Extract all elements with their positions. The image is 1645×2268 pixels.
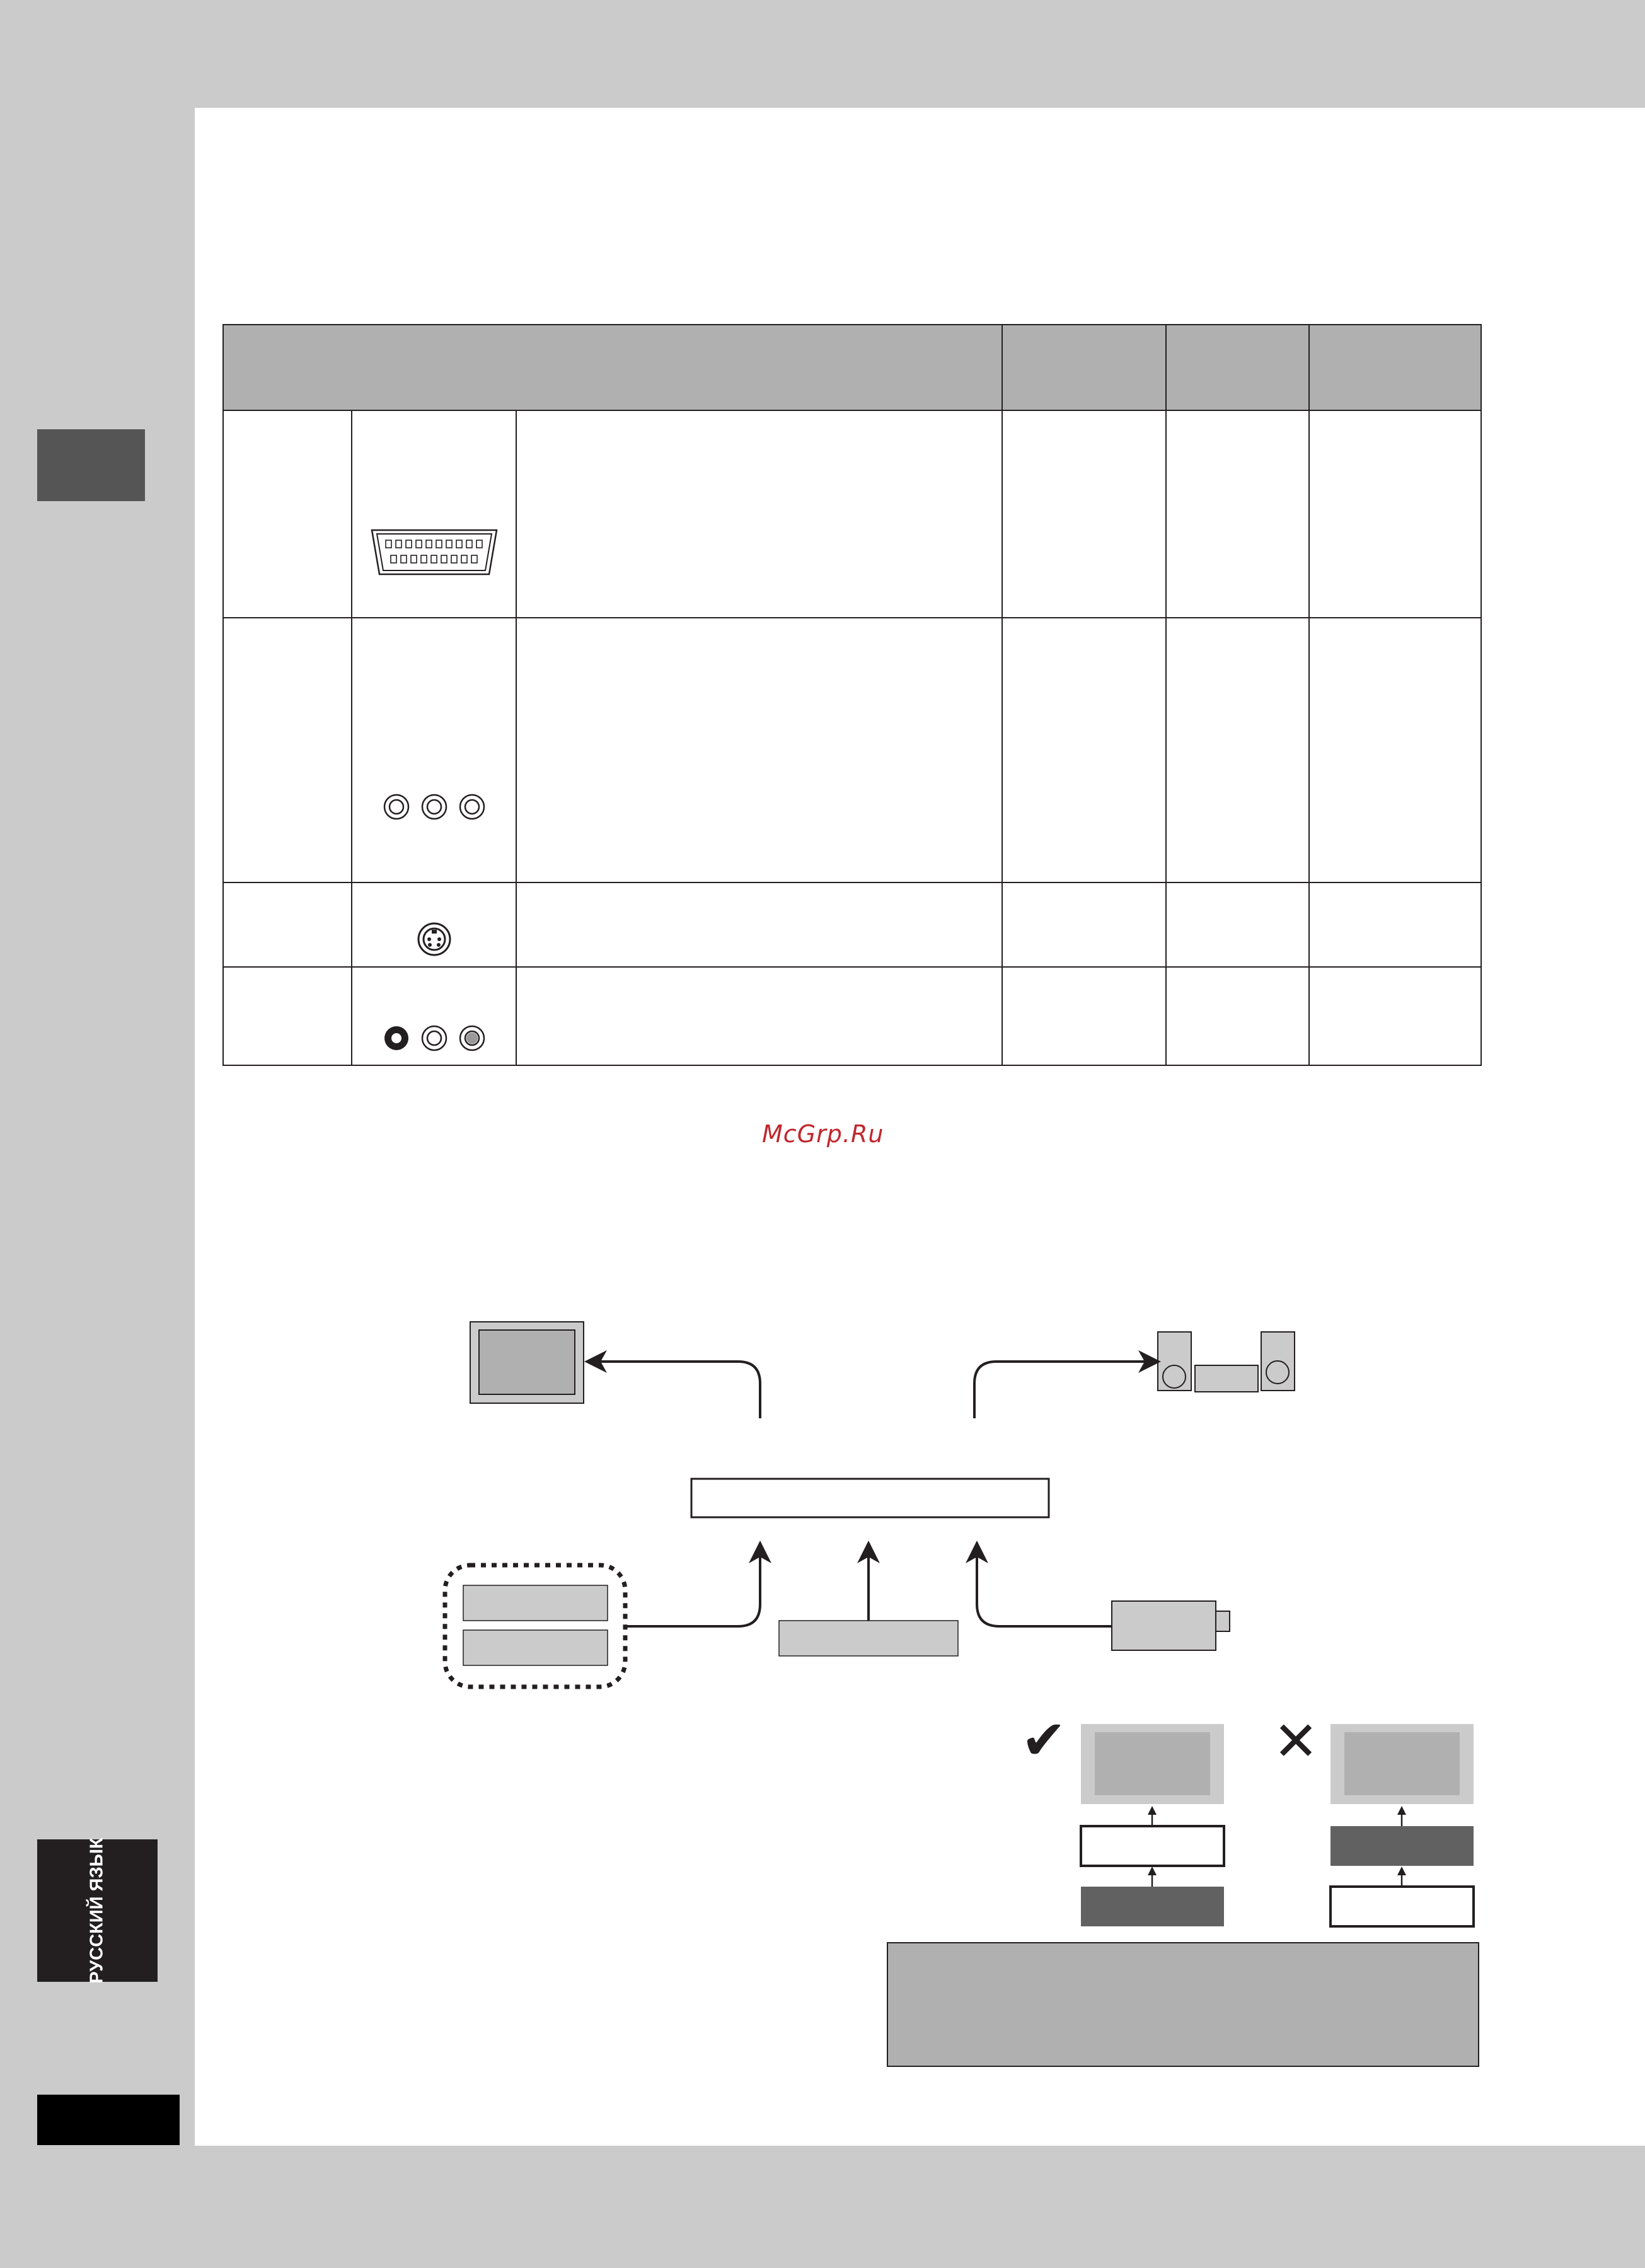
- camcorder-icon: [1112, 1601, 1230, 1650]
- correct-order-diagram: [1081, 1724, 1224, 1926]
- arrow-to-tv: [588, 1362, 760, 1418]
- television-icon: [470, 1322, 584, 1403]
- recorder-unit-box: [691, 1479, 1049, 1517]
- incorrect-order-diagram: [1330, 1724, 1474, 1926]
- middle-source-box: [779, 1621, 958, 1656]
- note-box: [887, 1942, 1479, 2067]
- language-tab-label: РУССКИЙ ЯЗЫК: [86, 1837, 107, 1984]
- source-group-dotted: [445, 1565, 625, 1687]
- cross-mark-icon: ✕: [1273, 1710, 1319, 1773]
- audio-system-icon: [1158, 1332, 1295, 1392]
- arrow-to-audio: [974, 1362, 1157, 1418]
- arrow-from-right-source: [977, 1544, 1112, 1626]
- check-mark-icon: ✔: [1021, 1709, 1067, 1772]
- watermark-text: McGrp.Ru: [762, 1120, 884, 1148]
- arrow-from-left-source: [625, 1544, 760, 1626]
